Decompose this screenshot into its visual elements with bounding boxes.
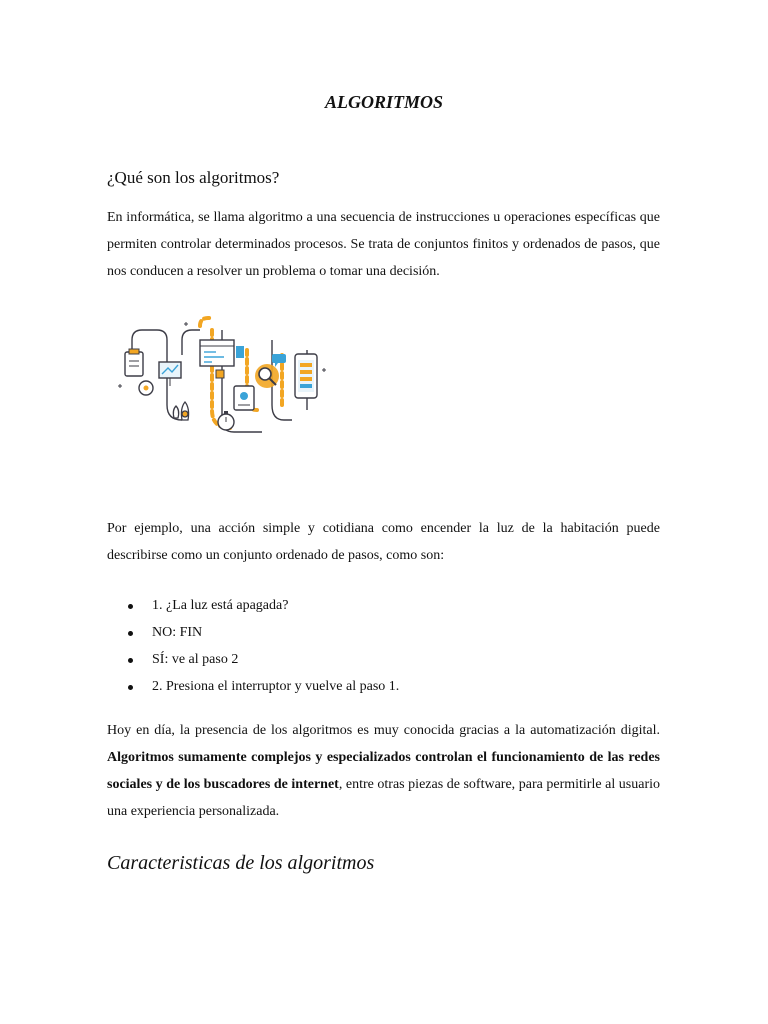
code-window-icon [200,340,244,366]
section-heading-que-son: ¿Qué son los algoritmos? [107,168,280,187]
clipboard-icon [125,349,143,376]
list-item: SÍ: ve al paso 2 [128,646,399,673]
chess-pieces-icon [173,402,188,420]
magnifier-icon [255,364,279,388]
list-item: 1. ¿La luz está apagada? [128,592,399,619]
section-heading-caracteristicas: Caracteristicas de los algoritmos [107,852,375,874]
user-card-icon [234,386,254,410]
list-item: NO: FIN [128,619,399,646]
gear-icon [139,381,153,395]
steps-list [128,592,399,700]
paragraph-automation [107,717,660,825]
smartphone-icon [295,354,317,398]
algorithm-illustration [112,310,334,445]
paragraph-automation-start: Hoy en día, la presencia de los algoritmos es muy conocida gracias a la automatización digital. [107,723,660,738]
presentation-board-icon [159,362,181,386]
paragraph-automation-end: , entre otras piezas de software, para permitirle al usuario una experiencia personalizada. [107,777,660,819]
document-title: ALGORITMOS [324,92,444,112]
puzzle-icon [216,370,224,378]
stopwatch-icon [218,411,234,430]
list-item: 2. Presiona el interruptor y vuelve al paso 1. [128,673,399,700]
paragraph-automation-bold: Algoritmos sumamente complejos y especializados controlan el funcionamiento de las redes sociales y de los buscadores de internet [107,750,660,792]
paragraph-definition: En informática, se llama algoritmo a una secuencia de instrucciones u operaciones específicas que permiten controlar determinados procesos. Se trata de conjuntos finitos y ordenados de pasos, que nos conducen a resolver un problema o tomar una decisión. [107,210,660,279]
paragraph-example: Por ejemplo, una acción simple y cotidiana como encender la luz de la habitación puede describirse como un conjunto ordenado de pasos, como son: [107,521,660,563]
